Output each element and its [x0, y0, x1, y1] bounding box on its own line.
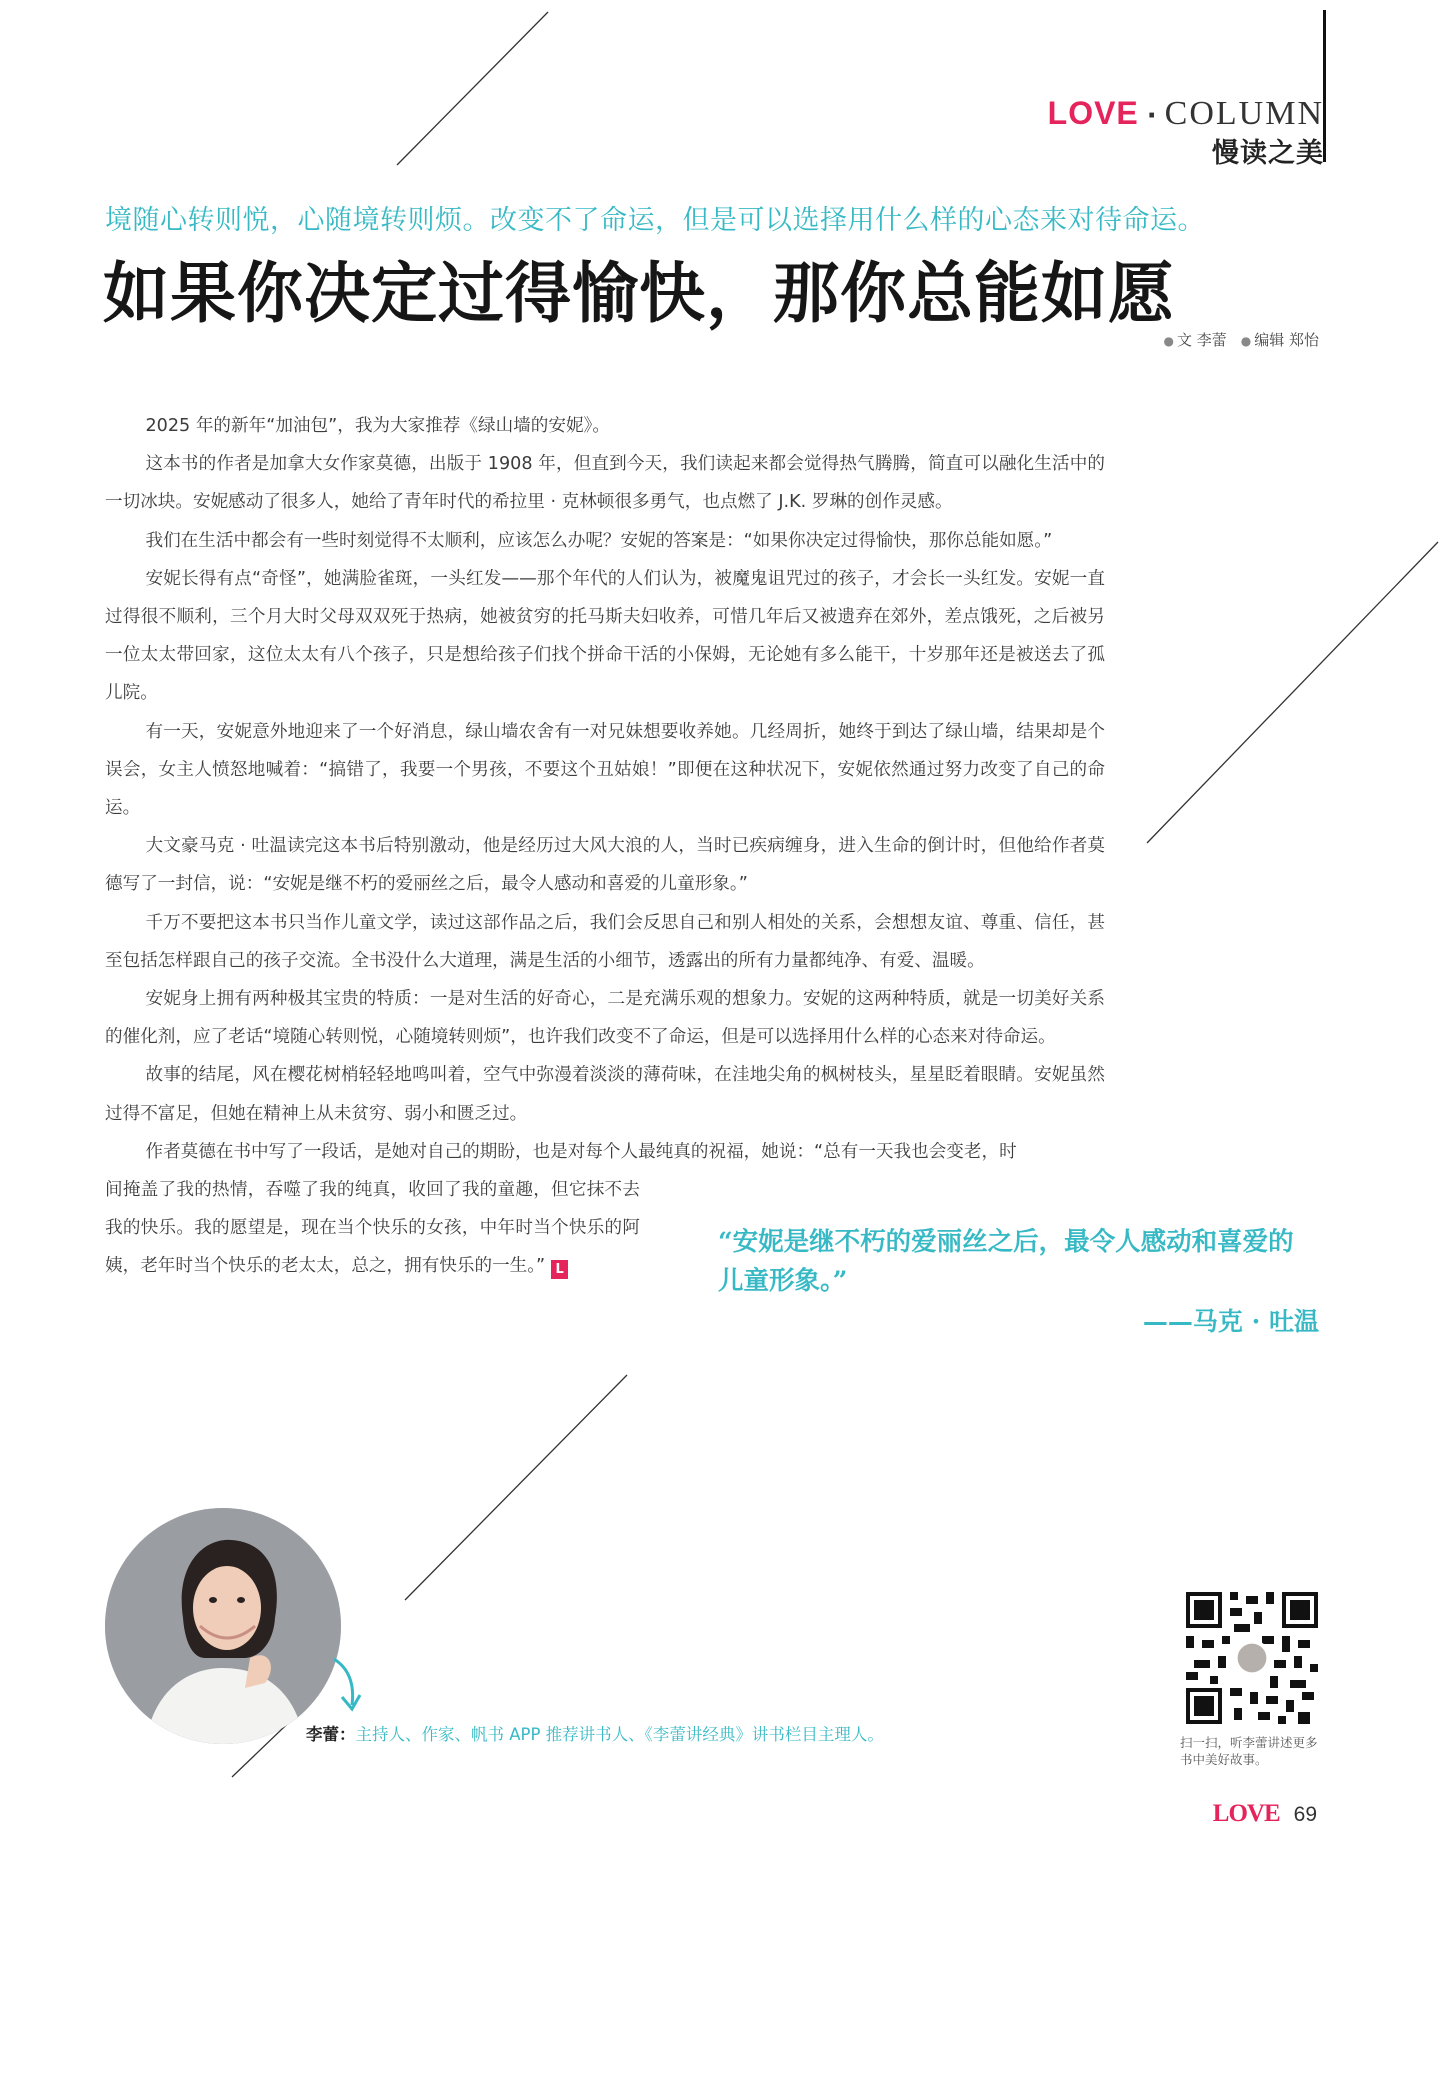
- article-title: 如果你决定过得愉快，那你总能如愿: [103, 255, 1175, 332]
- article-paragraph: 安妮身上拥有两种极其宝贵的特质：一是对生活的好奇心，二是充满乐观的想象力。安妮的这两种特质，就是一切美好关系的催化剂，应了老话“境随心转则悦，心随境转则烦”，也许我们改变不了命运，但是可以选择用什么样的心态来对待命运。: [105, 989, 1105, 1048]
- author-portrait: [105, 1508, 341, 1744]
- article-body: [105, 407, 1105, 1286]
- qr-caption: 扫一扫，听李蕾讲述更多书中美好故事。: [1180, 1735, 1318, 1767]
- byline-author: 文 李蕾: [1176, 331, 1227, 349]
- article-paragraph-last-continued: [105, 1171, 640, 1286]
- article-paragraph: 2025 年的新年“加油包”，我为大家推荐《绿山墙的安妮》。: [145, 416, 610, 436]
- article-paragraph: 我们在生活中都会有一些时刻觉得不太顺利，应该怎么办呢？安妮的答案是：“如果你决定过得愉快，那你总能如愿。”: [145, 530, 1053, 551]
- qr-code-icon[interactable]: [1186, 1592, 1318, 1724]
- byline-editor: 编辑 郑怡: [1254, 331, 1319, 349]
- pull-quote-attribution: ——马克 · 吐温: [1142, 1307, 1319, 1336]
- article-paragraph: 大文豪马克 · 吐温读完这本书后特别激动，他是经历过大风大浪的人，当时已疾病缠身，进入生命的倒计时，但他给作者莫德写了一封信，说：“安妮是继不朽的爱丽丝之后，最令人感动和喜爱的儿童形象。”: [105, 836, 1105, 895]
- decor-line-top: [397, 12, 548, 165]
- article-subtitle: 境随心转则悦，心随境转则烦。改变不了命运，但是可以选择用什么样的心态来对待命运。: [105, 205, 1205, 236]
- article-paragraph: 千万不要把这本书只当作儿童文学，读过这部作品之后，我们会反思自己和别人相处的关系，会想想友谊、尊重、信任，甚至包括怎样跟自己的孩子交流。全书没什么大道理，满是生活的小细节，透露出的所有力量都纯净、有爱、温暖。: [105, 912, 1105, 971]
- masthead-line: [1048, 95, 1324, 133]
- article-paragraph: 故事的结尾，风在樱花树梢轻轻地鸣叫着，空气中弥漫着淡淡的薄荷味，在洼地尖角的枫树枝头，星星眨着眼睛。安妮虽然过得不富足，但她在精神上从未贫穷、弱小和匮乏过。: [105, 1065, 1105, 1124]
- page-number: 69: [1293, 1803, 1317, 1826]
- footer-brand: LOVE: [1212, 1800, 1280, 1827]
- dot-icon: ●: [1163, 334, 1174, 348]
- decor-line-middle: [405, 1375, 627, 1600]
- curved-arrow-icon: [330, 1655, 370, 1713]
- last-paragraph-lead: 作者莫德在书中写了一段话，是她对自己的期盼，也是对每个人最纯真的祝福，她说：“总有一天我也会变老，时: [145, 1141, 1017, 1162]
- article-paragraph: 这本书的作者是加拿大女作家莫德，出版于 1908 年，但直到今天，我们读起来都会觉得热气腾腾，简直可以融化生活中的一切冰块。安妮感动了很多人，她给了青年时代的希拉里 · 克林顿很多勇气，也点燃了 J.K. 罗琳的创作灵感。: [105, 454, 1105, 513]
- masthead-section: 慢读之美: [1212, 138, 1324, 169]
- article-paragraph: 有一天，安妮意外地迎来了一个好消息，绿山墙农舍有一对兄妹想要收养她。几经周折，她终于到达了绿山墙，结果却是个误会，女主人愤怒地喊着：“搞错了，我要一个男孩，不要这个丑姑娘！”即便在这种状况下，安妮依然通过努力改变了自己的命运。: [105, 721, 1105, 819]
- dot-icon: ●: [1240, 334, 1252, 348]
- end-mark-icon: L: [551, 1260, 568, 1279]
- masthead-love: LOVE: [1047, 95, 1139, 131]
- decor-line-right: [1147, 542, 1438, 843]
- masthead: [1048, 95, 1324, 170]
- byline: [1163, 329, 1319, 350]
- article-paragraph-last: [105, 1133, 1105, 1171]
- pull-quote: “安妮是继不朽的爱丽丝之后，最令人感动和喜爱的儿童形象。”: [718, 1227, 1294, 1296]
- last-paragraph-rest: 间掩盖了我的热情，吞噬了我的纯真，收回了我的童趣，但它抹不去我的快乐。我的愿望是，现在当个快乐的女孩，中年时当个快乐的阿姨，老年时当个快乐的老太太，总之，拥有快乐的一生。”: [105, 1180, 640, 1277]
- author-note: [306, 1721, 884, 1745]
- author-name: 李蕾：: [306, 1725, 356, 1744]
- masthead-dot: ·: [1146, 101, 1157, 131]
- page-footer: [1213, 1800, 1317, 1828]
- author-description: 主持人、作家、帆书 APP 推荐讲书人、《李蕾讲经典》讲书栏目主理人。: [355, 1725, 884, 1744]
- article-paragraph: 安妮长得有点“奇怪”，她满脸雀斑，一头红发——那个年代的人们认为，被魔鬼诅咒过的孩子，才会长一头红发。安妮一直过得很不顺利，三个月大时父母双双死于热病，她被贫穷的托马斯夫妇收养，可惜几年后又被遗弃在郊外，差点饿死，之后被另一位太太带回家，这位太太有八个孩子，只是想给孩子们找个拼命干活的小保姆，无论她有多么能干，十岁那年还是被送去了孤儿院。: [105, 568, 1105, 704]
- masthead-column: COLUMN: [1164, 95, 1324, 132]
